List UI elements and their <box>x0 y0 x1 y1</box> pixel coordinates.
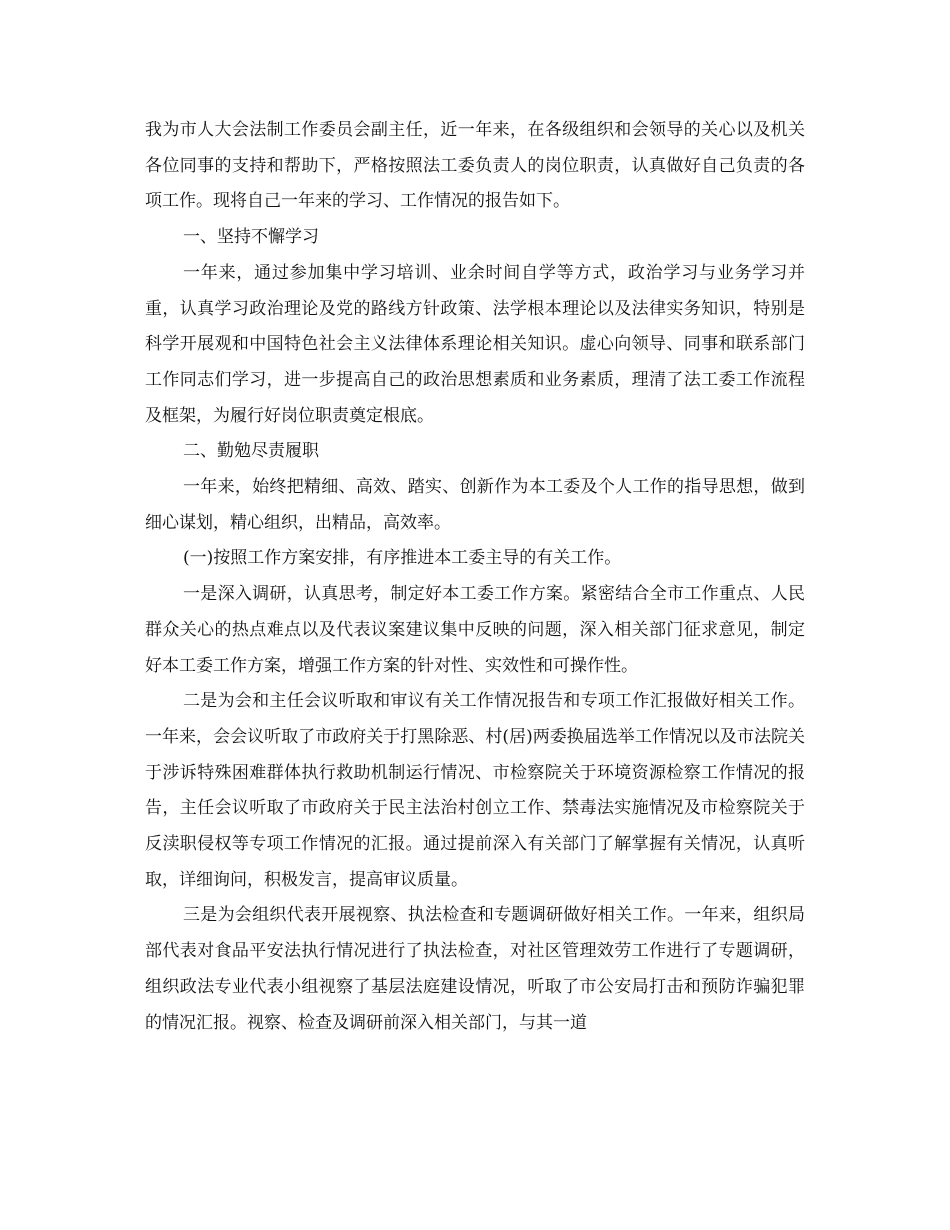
subsection-heading-plan: (一)按照工作方案安排，有序推进本工委主导的有关工作。 <box>183 548 622 569</box>
item-three-paragraph: 三是为会组织代表开展视察、执法检查和专题调研做好相关工作。一年来，组织局部代表对食品平安法执行情况进行了执法检查，对社区管理效劳工作进行了专题调研，组织政法专业代表小组视察了基层法庭建设情况，听取了市公安局打击和预防诈骗犯罪的情况汇报。视察、检查及调研前深入相关部门，与其一道 <box>145 905 805 1033</box>
section-heading-study: 一、坚持不懈学习 <box>183 227 319 248</box>
duty-paragraph: 一年来，始终把精细、高效、踏实、创新作为本工委及个人工作的指导思想，做到细心谋划，精心组织，出精品，高效率。 <box>145 477 805 533</box>
study-paragraph: 一年来，通过参加集中学习培训、业余时间自学等方式，政治学习与业务学习并重，认真学习政治理论及党的路线方针政策、法学根本理论以及法律实务知识，特别是科学开展观和中国特色社会主义法律体系理论相关知识。虚心向领导、同事和联系部门工作同志们学习，进一步提高自己的政治思想素质和业务素质，理清了法工委工作流程及框架，为履行好岗位职责奠定根底。 <box>145 262 805 426</box>
section-heading-duty: 二、勤勉尽责履职 <box>183 441 319 462</box>
document-body <box>145 113 805 1041</box>
intro-paragraph: 我为市人大会法制工作委员会副主任，近一年来，在各级组织和会领导的关心以及机关各位同事的支持和帮助下，严格按照法工委负责人的岗位职责，认真做好自己负责的各项工作。现将自己一年来的学习、工作情况的报告如下。 <box>145 120 805 212</box>
item-two-paragraph: 二是为会和主任会议听取和审议有关工作情况报告和专项工作汇报做好相关工作。一年来，会会议听取了市政府关于打黑除恶、村(居)两委换届选举工作情况以及市法院关于涉诉特殊困难群体执行救助机制运行情况、市检察院关于环境资源检察工作情况的报告，主任会议听取了市政府关于民主法治村创立工作、禁毒法实施情况及市检察院关于反渎职侵权等专项工作情况的汇报。通过提前深入有关部门了解掌握有关情况，认真听取，详细询问，积极发言，提高审议质量。 <box>145 691 805 890</box>
item-one-paragraph: 一是深入调研，认真思考，制定好本工委工作方案。紧密结合全市工作重点、人民群众关心的热点难点以及代表议案建议集中反映的问题，深入相关部门征求意见，制定好本工委工作方案，增强工作方案的针对性、实效性和可操作性。 <box>145 584 805 676</box>
